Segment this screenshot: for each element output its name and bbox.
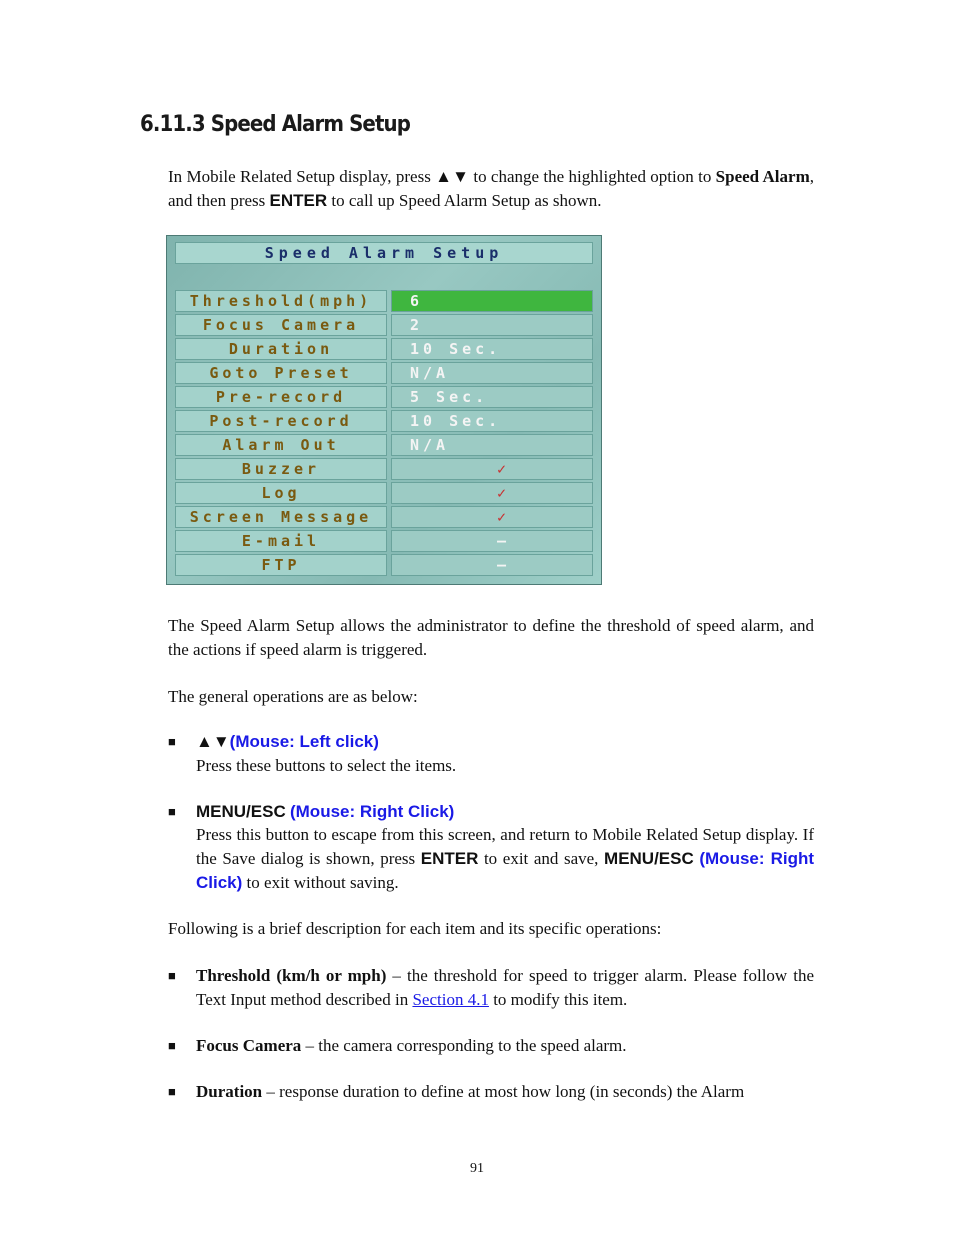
osd-row-goto-preset — [175, 362, 593, 384]
threshold-term: Threshold (km/h or mph) — [196, 966, 387, 985]
osd-value — [391, 482, 593, 504]
osd-value: 10 Sec. — [391, 338, 593, 360]
section-4-1-link[interactable]: Section 4.1 — [412, 990, 489, 1009]
bullet-icon: ■ — [168, 734, 176, 749]
osd-value — [391, 506, 593, 528]
osd-label: Buzzer — [175, 458, 387, 480]
items-heading: Following is a brief description for each item and its specific operations: — [168, 919, 662, 938]
item-threshold — [196, 964, 814, 1012]
general-ops-heading: The general operations are as below: — [168, 687, 418, 706]
item-duration — [196, 1080, 814, 1104]
arrow-keys: ▲▼ — [196, 732, 230, 751]
threshold-text-1: – the threshold for speed to trigger alarm. Please follow the Text Input method described in — [196, 966, 815, 1009]
osd-row-post-record — [175, 410, 593, 432]
intro-text-2: to change the highlighted option to — [469, 167, 716, 186]
check-icon: ✓ — [496, 508, 510, 526]
speed-alarm-term: Speed Alarm — [715, 167, 810, 186]
threshold-text-2: to modify this item. — [488, 990, 628, 1009]
bullet-icon: ■ — [168, 1038, 176, 1053]
page-number: 91 — [470, 1161, 484, 1176]
osd-label: E-mail — [175, 530, 387, 552]
intro-text-4: to call up Speed Alarm Setup as shown. — [327, 191, 602, 210]
bullet-icon: ■ — [168, 968, 176, 983]
speed-alarm-setup-screenshot — [166, 235, 602, 585]
section-title: 6.11.3 Speed Alarm Setup — [140, 112, 410, 137]
arrow-keys: ▲▼ — [435, 167, 470, 186]
focus-camera-term: Focus Camera — [196, 1036, 302, 1055]
op-menu-text-1: Press this button to escape from this screen, and return to Mobile Related Setup display. If the Save dialog is shown, press — [196, 825, 814, 868]
duration-desc: – response duration to define at most how long (in seconds) the Alarm — [262, 1082, 745, 1101]
osd-row-alarm-out — [175, 434, 593, 456]
menu-esc-key: MENU/ESC — [604, 849, 694, 868]
osd-value: 6 — [391, 290, 593, 312]
osd-label: Duration — [175, 338, 387, 360]
intro-text-3: , and then press — [168, 167, 814, 210]
dash-icon: – — [496, 532, 510, 550]
osd-title: Speed Alarm Setup — [175, 242, 593, 264]
duration-term: Duration — [196, 1082, 263, 1101]
osd-row-log — [175, 482, 593, 504]
check-icon: ✓ — [496, 460, 510, 478]
menu-esc-key: MENU/ESC — [196, 802, 286, 821]
osd-label: Threshold(mph) — [175, 290, 387, 312]
osd-value: 2 — [391, 314, 593, 336]
op-menu-desc — [196, 823, 814, 895]
mouse-left-click: (Mouse: Left click) — [229, 732, 379, 751]
description-paragraph: The Speed Alarm Setup allows the administrator to define the threshold of speed alarm, and the actions if speed alarm is triggered. — [168, 616, 814, 659]
osd-value — [391, 554, 593, 576]
osd-value — [391, 530, 593, 552]
mouse-right-click: (Mouse: Right Click) — [289, 802, 455, 821]
osd-row-screen-message — [175, 506, 593, 528]
op-menu-text-3: to exit without saving. — [242, 873, 399, 892]
osd-row-focus-camera — [175, 314, 593, 336]
op-arrows-desc: Press these buttons to select the items. — [196, 756, 457, 775]
osd-row-email — [175, 530, 593, 552]
osd-value: 10 Sec. — [391, 410, 593, 432]
osd-label: Log — [175, 482, 387, 504]
osd-value — [391, 458, 593, 480]
osd-row-ftp — [175, 554, 593, 576]
intro-paragraph — [168, 165, 814, 213]
osd-label: Alarm Out — [175, 434, 387, 456]
bullet-icon: ■ — [168, 804, 176, 819]
osd-value: N/A — [391, 362, 593, 384]
osd-row-duration — [175, 338, 593, 360]
osd-row-buzzer — [175, 458, 593, 480]
osd-row-threshold — [175, 290, 593, 312]
osd-value: N/A — [391, 434, 593, 456]
op-menu-heading — [196, 800, 814, 824]
focus-camera-desc: – the camera corresponding to the speed alarm. — [301, 1036, 627, 1055]
osd-label: Goto Preset — [175, 362, 387, 384]
dash-icon: – — [496, 556, 510, 574]
osd-label: Screen Message — [175, 506, 387, 528]
enter-key: ENTER — [269, 191, 328, 210]
intro-text-1: In Mobile Related Setup display, press — [168, 167, 436, 186]
item-focus-camera — [196, 1034, 814, 1058]
enter-key: ENTER — [420, 849, 479, 868]
osd-label: Pre-record — [175, 386, 387, 408]
osd-label: Post-record — [175, 410, 387, 432]
op-menu-text-2: to exit and save, — [478, 849, 605, 868]
osd-value: 5 Sec. — [391, 386, 593, 408]
osd-label: Focus Camera — [175, 314, 387, 336]
op-arrows-heading — [196, 730, 814, 754]
osd-label: FTP — [175, 554, 387, 576]
check-icon: ✓ — [496, 484, 510, 502]
bullet-icon: ■ — [168, 1084, 176, 1099]
mouse-right-click: (Mouse: Right Click) — [196, 849, 815, 892]
osd-row-pre-record — [175, 386, 593, 408]
